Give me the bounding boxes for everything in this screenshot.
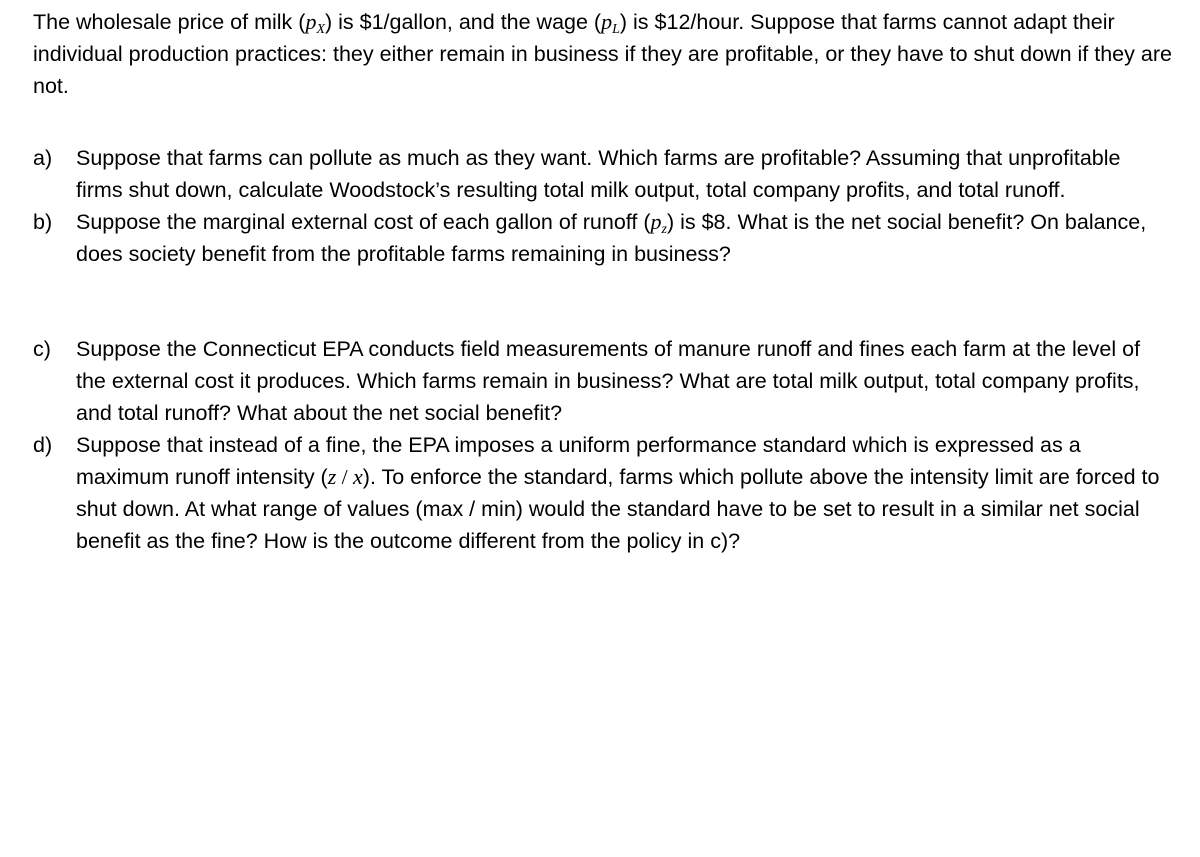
intro-text-1: The wholesale price of milk ( <box>33 10 306 34</box>
question-b-text-1: Suppose the marginal external cost of each gallon of runoff ( <box>76 210 651 234</box>
question-a-text: Suppose that farms can pollute as much as they want. Which farms are profitable? Assuming that unprofitable firms shut down, calculate Woodstock’s resulting total milk output, total company profits, and total runoff. <box>76 146 1121 202</box>
runoff-cost-variable: $p_z$ <box>650 209 667 237</box>
intensity-slash: / <box>336 465 354 489</box>
wage-variable: $p_L$ <box>601 9 620 37</box>
intro-text-3: ) is $12/hour. Suppose that farms cannot adapt their individual production practices: they either remain in business if they are profitable, or they have to shut down if they are not. <box>33 10 1172 98</box>
runoff-variable: z <box>327 464 337 489</box>
question-c <box>33 333 1173 429</box>
output-variable: x <box>353 464 363 489</box>
document-page <box>33 6 1173 557</box>
question-c-marker: c) <box>33 337 51 361</box>
question-b-text-2: ) is $8. What is the net social benefit? On balance, does society benefit from the profitable farms remaining in business? <box>76 210 1147 266</box>
question-b-marker: b) <box>33 210 53 234</box>
intro-text-2: ) is $1/gallon, and the wage ( <box>325 10 602 34</box>
question-d <box>33 429 1173 557</box>
question-c-text: Suppose the Connecticut EPA conducts field measurements of manure runoff and fines each farm at the level of the external cost it produces. Which farms remain in business? What are total milk output, total company profits, and total runoff? What about the net social benefit? <box>76 337 1141 425</box>
question-d-text-2: ). To enforce the standard, farms which pollute above the intensity limit are forced to shut down. At what range of values (max / min) would the standard have to be set to result in a similar net social benefit as the fine? How is the outcome different from the policy in c)? <box>76 465 1160 553</box>
milk-price-variable: $p_X$ <box>305 9 325 37</box>
question-a-marker: a) <box>33 146 53 170</box>
question-b <box>33 206 1173 270</box>
question-d-text-1: Suppose that instead of a fine, the EPA imposes a uniform performance standard which is expressed as a maximum runoff intensity ( <box>76 433 1081 489</box>
problem-intro <box>33 6 1173 102</box>
question-d-marker: d) <box>33 433 53 457</box>
question-a <box>33 142 1173 206</box>
question-list <box>33 142 1173 557</box>
